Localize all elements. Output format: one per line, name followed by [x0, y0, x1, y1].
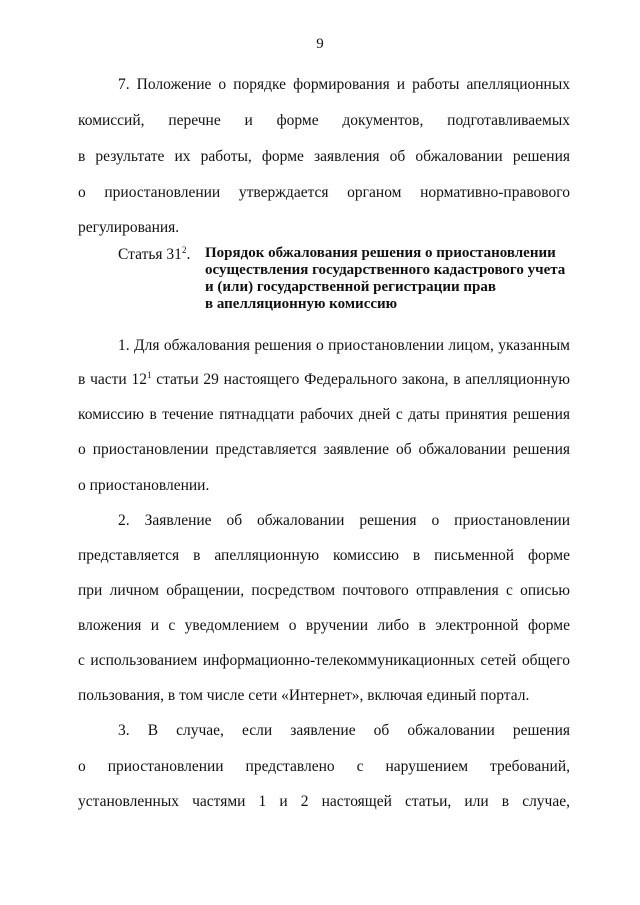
paragraph-1-line-5: о приостановлении. [78, 477, 210, 494]
paragraph-2-line-4: вложения и с уведомлением о вручении либо в электронной форме [78, 617, 570, 634]
paragraph-1-line-2 [78, 370, 570, 390]
article-title-line-1: Порядок обжалования решения о приостановлении [205, 245, 556, 261]
paragraph-1-line-2-start: в части 12 [78, 371, 147, 388]
page-number: 9 [316, 36, 324, 52]
paragraph-3-line-3: установленных частями 1 и 2 настоящей статьи, или в случае, [78, 793, 570, 810]
article-title-line-3: и (или) государственной регистрации прав [205, 279, 496, 295]
paragraph-7-line-1: 7. Положение о порядке формирования и работы апелляционных [118, 76, 570, 93]
paragraph-2-line-3: при личном обращении, посредством почтового отправления с описью [78, 582, 570, 599]
article-label [118, 245, 190, 265]
article-label-superscript: 2 [181, 244, 187, 255]
paragraph-3-line-2: о приостановлении представлено с нарушением требований, [78, 758, 570, 775]
paragraph-7-line-5: регулирования. [78, 219, 180, 236]
article-title-line-4: в апелляционную комиссию [205, 296, 398, 312]
paragraph-1-line-2-superscript: 1 [146, 369, 152, 380]
paragraph-1-line-3: комиссию в течение пятнадцати рабочих дней с даты принятия решения [78, 406, 570, 423]
paragraph-2-line-5: с использованием информационно-телекоммуникационных сетей общего [78, 652, 570, 669]
paragraph-1-line-1: 1. Для обжалования решения о приостановлении лицом, указанным [118, 337, 570, 354]
article-title-line-2: осуществления государственного кадастрового учета [205, 262, 566, 278]
paragraph-2-line-2: представляется в апелляционную комиссию в письменной форме [78, 547, 570, 564]
paragraph-7-line-4: о приостановлении утверждается органом нормативно-правового [78, 184, 570, 201]
article-title [205, 245, 575, 313]
paragraph-7-line-2: комиссий, перечне и форме документов, подготавливаемых [78, 112, 570, 129]
paragraph-2-line-1: 2. Заявление об обжаловании решения о приостановлении [118, 512, 570, 529]
paragraph-1-line-2-end: статьи 29 настоящего Федерального закона, в апелляционную [151, 371, 570, 388]
paragraph-1-line-4: о приостановлении представляется заявление об обжаловании решения [78, 441, 570, 458]
article-label-suffix: . [186, 246, 191, 263]
paragraph-2-line-6: пользования, в том числе сети «Интернет», включая единый портал. [78, 687, 530, 704]
paragraph-3-line-1: 3. В случае, если заявление об обжаловании решения [118, 722, 570, 739]
paragraph-7-line-3: в результате их работы, форме заявления об обжаловании решения [78, 148, 570, 165]
article-label-text: Статья 31 [118, 246, 182, 263]
